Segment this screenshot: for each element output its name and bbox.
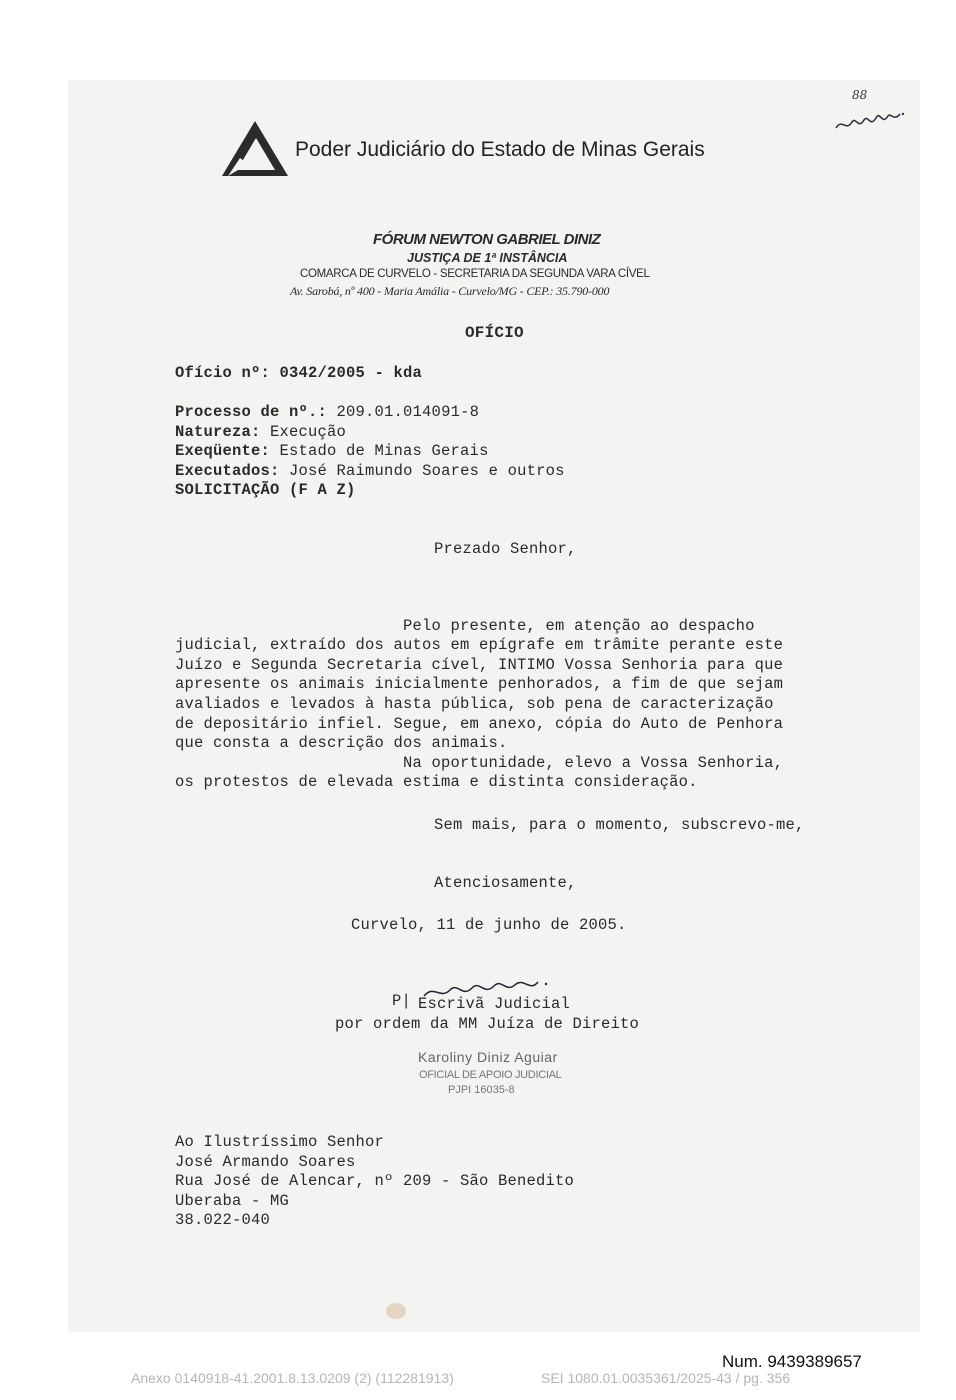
closing-line: Sem mais, para o momento, subscrevo-me, xyxy=(434,816,805,834)
field-value: José Raimundo Soares e outros xyxy=(289,462,565,480)
comarca-line: COMARCA DE CURVELO - SECRETARIA DA SEGUNDA VARA CÍVEL xyxy=(300,268,650,280)
field-label: Processo de nº.: xyxy=(175,403,328,421)
field-exequente xyxy=(175,442,489,460)
recipient-line: Rua José de Alencar, nº 209 - São Benedito xyxy=(175,1172,575,1190)
court-logo-icon xyxy=(220,118,290,180)
recipient-line: 38.022-040 xyxy=(175,1211,271,1229)
field-label: Natureza: xyxy=(175,423,261,441)
instance-name: JUSTIÇA DE 1ª INSTÂNCIA xyxy=(407,251,568,265)
body-line: avaliados e levados à hasta pública, sob pena de caracterização xyxy=(175,694,774,713)
stamp-role: OFICIAL DE APOIO JUDICIAL xyxy=(419,1069,562,1081)
field-value: Execução xyxy=(270,423,347,441)
annex-reference: Anexo 0140918-41.2001.8.13.0209 (2) (112281913) xyxy=(131,1370,454,1386)
oficio-number-label: Ofício nº: xyxy=(175,364,271,382)
forum-name: FÓRUM NEWTON GABRIEL DINIZ xyxy=(373,231,601,248)
salutation: Prezado Senhor, xyxy=(434,540,577,558)
body-line: apresente os animais inicialmente penhorados, a fim de que sejam xyxy=(175,675,784,694)
field-label: Exeqüente: xyxy=(175,442,271,460)
field-value: 209.01.014091-8 xyxy=(336,403,480,421)
signature-prefix: P| xyxy=(392,992,412,1010)
field-processo xyxy=(175,403,479,421)
court-name: Poder Judiciário do Estado de Minas Gerais xyxy=(295,138,705,161)
oficio-number-value: 0342/2005 - kda xyxy=(279,364,423,382)
field-natureza xyxy=(175,423,346,441)
letter-body xyxy=(175,597,835,813)
document-number: Num. 9439389657 xyxy=(722,1352,862,1371)
request-line: SOLICITAÇÃO (F A Z) xyxy=(175,481,356,499)
field-label: Executados: xyxy=(175,462,280,480)
body-line: que consta a descrição dos animais. xyxy=(175,734,508,753)
field-executados xyxy=(175,462,565,480)
sei-reference: SEI 1080.01.0035361/2025-43 / pg. 356 xyxy=(541,1370,791,1386)
stamp-id: PJPI 16035-8 xyxy=(448,1084,515,1096)
margin-page-number: 88 xyxy=(852,88,868,102)
paper-stain xyxy=(386,1303,406,1319)
signature-role: Escrivã Judicial xyxy=(418,995,571,1013)
document-title: OFÍCIO xyxy=(465,324,524,342)
body-line: Na oportunidade, elevo a Vossa Senhoria, xyxy=(175,753,784,772)
recipient-line: Ao Ilustríssimo Senhor xyxy=(175,1133,385,1151)
field-value: Estado de Minas Gerais xyxy=(279,442,489,460)
recipient-line: José Armando Soares xyxy=(175,1153,356,1171)
forum-address: Av. Sarobá, nº 400 - Maria Amália - Curvelo/MG - CEP.: 35.790-000 xyxy=(290,284,610,298)
regards-line: Atenciosamente, xyxy=(434,874,577,892)
recipient-line: Uberaba - MG xyxy=(175,1192,290,1210)
signature-order: por ordem da MM Juíza de Direito xyxy=(335,1015,640,1033)
body-line: de depositário infiel. Segue, em anexo, cópia do Auto de Penhora xyxy=(175,714,784,733)
body-line: Pelo presente, em atenção ao despacho xyxy=(175,616,755,635)
stamp-name: Karoliny Diniz Aguiar xyxy=(418,1049,558,1065)
body-line: judicial, extraído dos autos em epígrafe em trâmite perante este xyxy=(175,636,784,655)
place-date: Curvelo, 11 de junho de 2005. xyxy=(351,916,627,934)
body-line: os protestos de elevada estima e distinta consideração. xyxy=(175,773,698,792)
body-line: Juízo e Segunda Secretaria cível, INTIMO Vossa Senhoria para que xyxy=(175,655,784,674)
margin-initials-icon xyxy=(832,100,907,138)
oficio-number xyxy=(175,364,422,382)
